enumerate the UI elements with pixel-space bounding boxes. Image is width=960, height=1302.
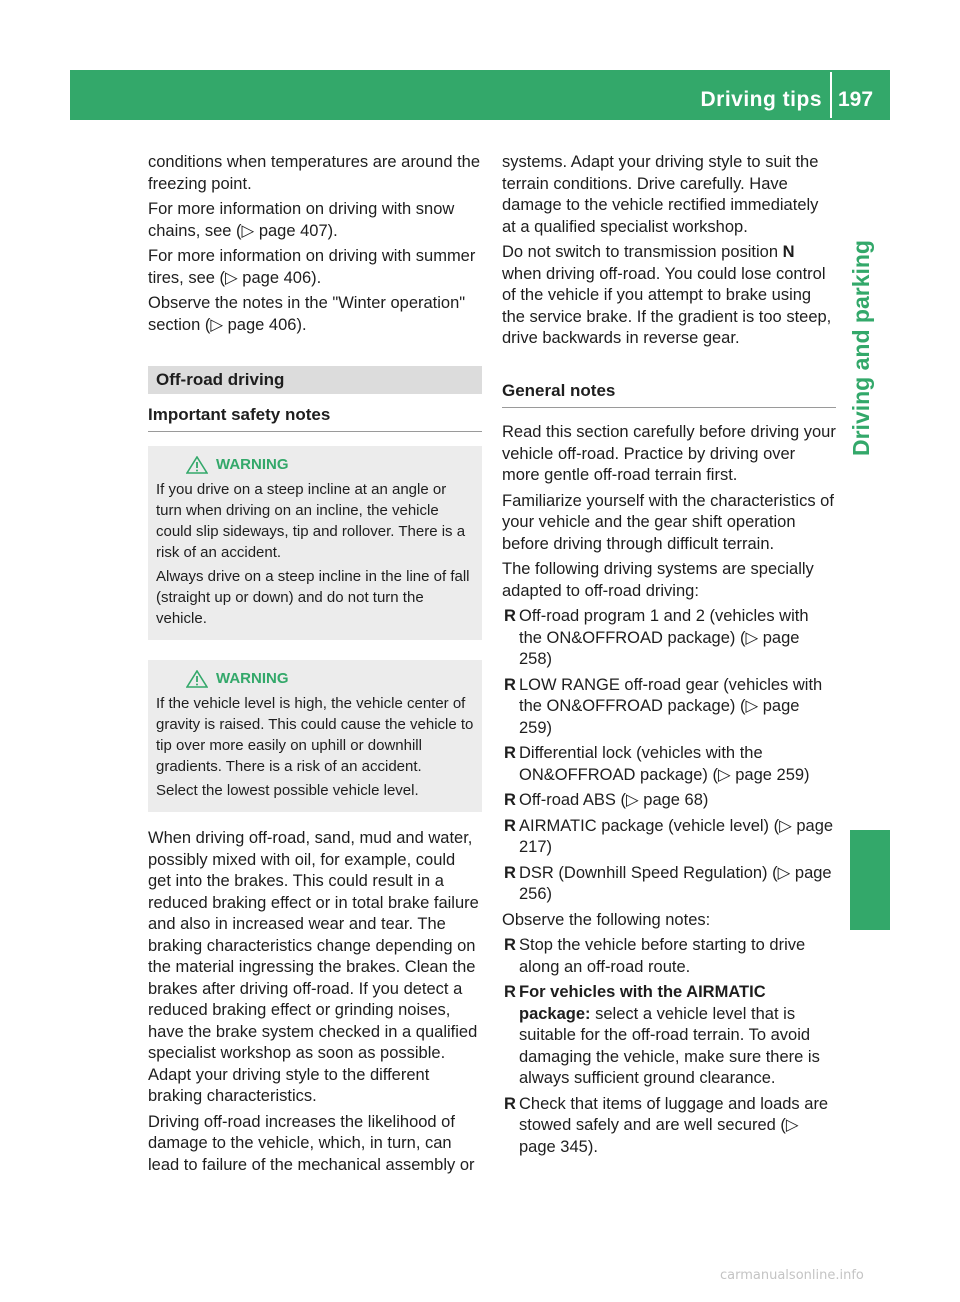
warning-header [156, 668, 474, 689]
side-tab-label: Driving and parking [848, 240, 874, 456]
warning-triangle-icon [186, 456, 208, 474]
list-item [502, 790, 836, 812]
paragraph [502, 242, 836, 350]
list-item [502, 982, 836, 1090]
paragraph: conditions when temperatures are around the freezing point. [148, 153, 481, 193]
warning-title: WARNING [216, 670, 289, 687]
warning-box [148, 660, 482, 812]
warning-header [156, 454, 474, 475]
paragraph: When driving off-road, sand, mud and water, possibly mixed with oil, for example, could get into the brakes. This could result in a reduced braking effect or in total brake failure and also in increased wear and tear. The braking characteristics change depending on the material ingressing the brakes. Clean the brakes after driving off-road. If you detect a reduced braking effect or grinding noises, have the brake system checked in a qualified specialist workshop as soon as possible. Adapt your driving style to the different braking characteristics. [148, 829, 479, 1105]
bullet-marker: R [504, 863, 516, 882]
watermark: carmanualsonline.info [720, 1268, 864, 1283]
list-item-text: DSR (Downhill Speed Regulation) (▷ page 256) [519, 863, 832, 903]
notes-list [502, 935, 836, 1158]
subheading: Important safety notes [148, 394, 482, 433]
list-item [502, 606, 836, 671]
text-run: when driving off-road. You could lose control of the vehicle if you attempt to brake using the service brake. If the gradient is too steep, drive backwards in reverse gear. [502, 264, 832, 347]
bullet-marker: R [504, 607, 516, 625]
paragraph: Read this section carefully before driving your vehicle off-road. Practice by driving over more gentle off-road terrain first. [502, 423, 836, 484]
paragraph: Observe the notes in the "Winter operation" section (▷ page 406). [148, 294, 466, 334]
bullet-marker: R [504, 675, 516, 694]
bullet-marker: R [504, 1094, 516, 1113]
list-item-text: Stop the vehicle before starting to drive along an off-road route. [519, 936, 806, 976]
list-item-text: AIRMATIC package (vehicle level) (▷ page 217) [519, 816, 834, 856]
warning-text: If you drive on a steep incline at an angle or turn when driving on an incline, the vehicle could slip sideways, tip and rollover. There is a risk of an accident. [156, 481, 466, 561]
gear-position-label: N [782, 243, 795, 261]
list-item-text: Differential lock (vehicles with the ON&OFFROAD package) (▷ page 259) [519, 744, 810, 784]
warning-triangle-icon [186, 670, 208, 688]
paragraph: For more information on driving with snow chains, see (▷ page 407). [148, 200, 455, 240]
paragraph: The following driving systems are specially adapted to off-road driving: [502, 560, 814, 600]
text-run: Do not switch to transmission position [502, 243, 783, 261]
bullet-marker: R [504, 816, 516, 835]
bullet-marker: R [504, 936, 516, 954]
list-item-text: Off-road program 1 and 2 (vehicles with the ON&OFFROAD package) (▷ page 258) [519, 607, 809, 668]
list-item-text: Check that items of luggage and loads are stowed safely and are well secured (▷ page 345). [519, 1094, 829, 1156]
bullet-marker: R [504, 744, 516, 762]
paragraph: systems. Adapt your driving style to suit the terrain conditions. Drive carefully. Have damage to the vehicle rectified immediately at a qualified specialist workshop. [502, 153, 819, 236]
bullet-marker: R [504, 791, 516, 809]
list-item [502, 1094, 836, 1159]
side-tab-marker [850, 830, 890, 930]
warning-text: If the vehicle level is high, the vehicle center of gravity is raised. This could cause the vehicle to tip over more easily on uphill or downhill gradients. There is a risk of an accident. [156, 695, 474, 775]
list-item [502, 935, 836, 978]
warning-title: WARNING [216, 456, 289, 473]
paragraph: For more information on driving with summer tires, see (▷ page 406). [148, 247, 476, 287]
warning-text: Select the lowest possible vehicle level. [156, 782, 419, 799]
paragraph: Observe the following notes: [502, 910, 711, 929]
header-divider [830, 72, 832, 118]
list-item-text: LOW RANGE off-road gear (vehicles with the ON&OFFROAD package) (▷ page 259) [519, 675, 823, 737]
list-item-bold-text: For vehicles with the AIRMATIC package: [519, 983, 766, 1023]
list-item [502, 863, 836, 906]
list-item-text: select a vehicle level that is suitable for the off-road terrain. To avoid damaging the vehicle, make sure there is always sufficient ground clearance. [519, 1004, 820, 1087]
header-section-title: Driving tips [700, 88, 822, 111]
bullet-marker: R [504, 983, 516, 1001]
paragraph: Driving off-road increases the likelihood of damage to the vehicle, which, in turn, can lead to failure of the mechanical assembly or [148, 1112, 475, 1174]
list-item [502, 816, 836, 859]
paragraph: Familiarize yourself with the characteristics of your vehicle and the gear shift operation before driving through difficult terrain. [502, 491, 834, 553]
driving-systems-list [502, 606, 836, 906]
list-item [502, 675, 836, 740]
page-number: 197 [838, 88, 874, 111]
list-item-text: Off-road ABS (▷ page 68) [519, 791, 709, 809]
list-item [502, 743, 836, 786]
warning-box [148, 446, 482, 640]
section-title: Off-road driving [148, 366, 482, 394]
right-column [502, 152, 836, 1162]
left-column [148, 152, 482, 1180]
warning-text: Always drive on a steep incline in the line of fall (straight up or down) and do not turn the vehicle. [156, 568, 470, 627]
subheading: General notes [502, 370, 836, 409]
